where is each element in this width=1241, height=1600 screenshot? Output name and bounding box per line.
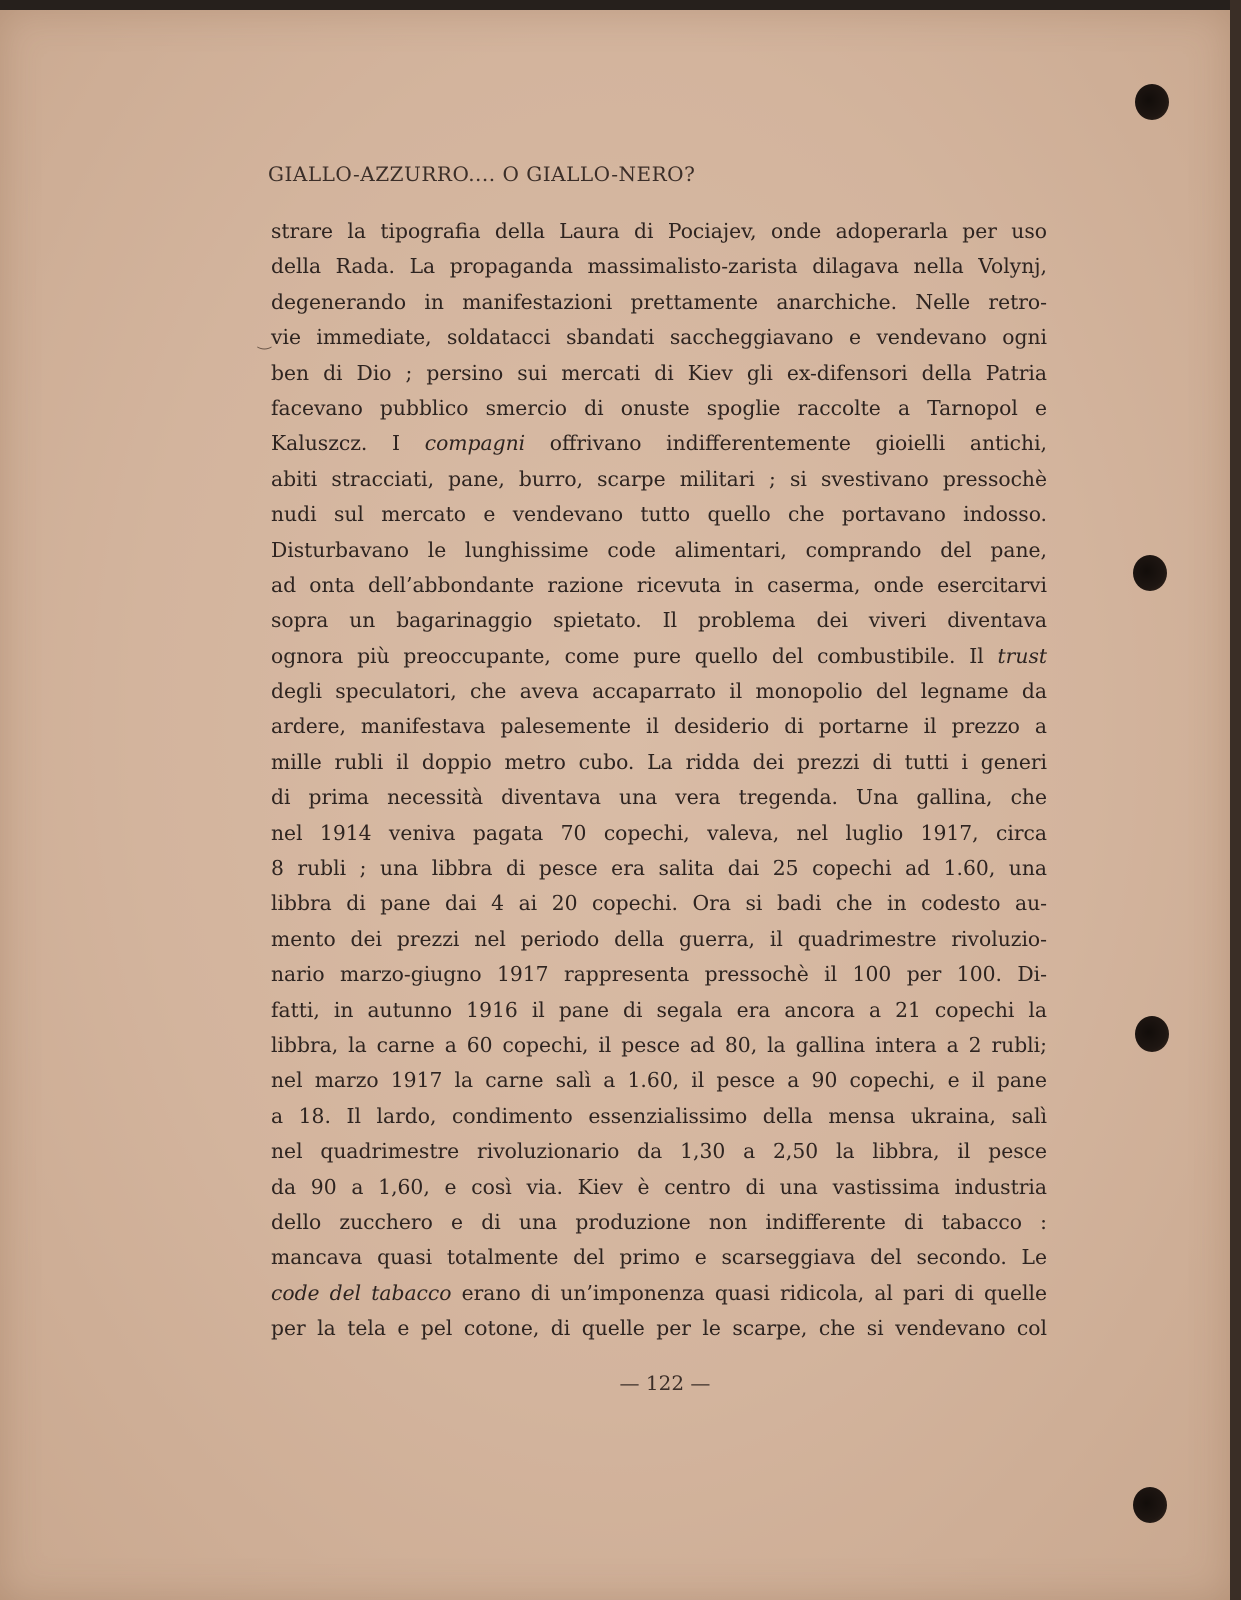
text-segment: libbra di pane dai 4 ai 20 copechi. Ora si badi che in codesto au- [271,891,1047,916]
text-segment: da 90 a 1,60, e così via. Kiev è centro di una vastissima industria [271,1174,1047,1199]
italic-text: compagni [424,431,526,456]
text-line [271,1063,1047,1098]
text-line [271,993,1047,1028]
text-segment: nel quadrimestre rivoluzionario da 1,30 a 2,50 la libbra, il pesce [271,1139,1047,1164]
text-segment: vie immediate, soldatacci sbandati saccheggiavano e vendevano ogni [271,325,1047,350]
text-line [271,674,1047,709]
binder-hole [1135,1016,1169,1052]
text-line [271,745,1047,780]
text-segment: ognora più preoccupante, come pure quello del combustibile. Il [271,643,998,668]
text-line [271,1099,1047,1134]
text-line [271,816,1047,851]
body-text [271,214,1047,1347]
text-line [271,285,1047,320]
text-segment: mille rubli il doppio metro cubo. La ridda dei prezzi di tutti i generi [271,749,1047,774]
text-line [271,214,1047,249]
text-line [271,1311,1047,1346]
text-line [271,957,1047,992]
scan-right-border [1230,0,1241,1600]
text-line [271,1205,1047,1240]
text-segment: di prima necessità diventava una vera tregenda. Una gallina, che [271,785,1047,810]
text-segment: ad onta dell’abbondante razione ricevuta in caserma, onde esercitarvi [271,572,1047,597]
text-line [271,1170,1047,1205]
text-segment: offrivano indifferentemente gioielli antichi, [525,431,1047,456]
binder-hole [1133,1487,1167,1523]
text-line [271,320,1047,355]
italic-text: code del tabacco [271,1280,452,1305]
text-segment: Kaluszcz. I [271,431,425,456]
text-line [271,639,1047,674]
text-line [271,1134,1047,1169]
text-segment: a 18. Il lardo, condimento essenzialissimo della mensa ukraina, salì [271,1103,1047,1128]
text-segment: erano di un’imponenza quasi ridicola, al pari di quelle [451,1280,1047,1305]
text-segment: nel marzo 1917 la carne salì a 1.60, il pesce a 90 copechi, e il pane [271,1068,1047,1093]
text-segment: nario marzo-giugno 1917 rappresenta pressochè il 100 per 100. Di- [271,962,1047,987]
text-line [271,533,1047,568]
text-segment: sopra un bagarinaggio spietato. Il problema dei viveri diventava [271,608,1047,633]
italic-text: trust [997,643,1047,668]
text-segment: nudi sul mercato e vendevano tutto quello che portavano indosso. [271,502,1047,527]
text-line [271,391,1047,426]
text-segment: 8 rubli ; una libbra di pesce era salita dai 25 copechi ad 1.60, una [271,856,1047,881]
text-segment: fatti, in autunno 1916 il pane di segala era ancora a 21 copechi la [271,997,1047,1022]
text-segment: libbra, la carne a 60 copechi, il pesce ad 80, la gallina intera a 2 rubli; [271,1032,1047,1057]
margin-mark: ‿ [258,331,271,350]
binder-hole [1133,555,1167,591]
text-segment: Disturbavano le lunghissime code alimentari, comprando del pane, [271,537,1047,562]
text-segment: per la tela e pel cotone, di quelle per le scarpe, che si vendevano col [271,1316,1047,1341]
text-line [271,426,1047,461]
text-segment: mancava quasi totalmente del primo e scarseggiava del secondo. Le [271,1245,1047,1270]
binder-hole [1135,84,1169,120]
text-line [271,922,1047,957]
text-line [271,1276,1047,1311]
page-number: — 122 — [619,1371,711,1395]
text-line [271,886,1047,921]
text-line [271,462,1047,497]
text-segment: nel 1914 veniva pagata 70 copechi, valeva, nel luglio 1917, circa [271,820,1047,845]
text-segment: facevano pubblico smercio di onuste spoglie raccolte a Tarnopol e [271,395,1047,420]
text-segment: ben di Dio ; persino sui mercati di Kiev gli ex-difensori della Patria [271,360,1047,385]
text-segment: degli speculatori, che aveva accaparrato il monopolio del legname da [271,679,1047,704]
text-segment: degenerando in manifestazioni prettamente anarchiche. Nelle retro- [271,289,1047,314]
scan-top-border [0,0,1241,10]
text-line [271,709,1047,744]
text-line [271,603,1047,638]
text-segment: mento dei prezzi nel periodo della guerra, il quadrimestre rivoluzio- [271,926,1047,951]
text-segment: ardere, manifestava palesemente il desiderio di portarne il prezzo a [271,714,1047,739]
text-line [271,356,1047,391]
text-segment: dello zucchero e di una produzione non indifferente di tabacco : [271,1209,1047,1234]
running-head: GIALLO-AZZURRO.... O GIALLO-NERO? [268,162,696,186]
text-line [271,1028,1047,1063]
text-segment: abiti stracciati, pane, burro, scarpe militari ; si svestivano pressochè [271,466,1047,491]
text-line [271,249,1047,284]
text-line [271,1240,1047,1275]
text-line [271,780,1047,815]
text-line [271,568,1047,603]
text-segment: della Rada. La propaganda massimalisto-zarista dilagava nella Volynj, [271,254,1047,279]
text-line [271,497,1047,532]
text-segment: strare la tipografia della Laura di Pociajev, onde adoperarla per uso [271,219,1047,243]
text-line [271,851,1047,886]
